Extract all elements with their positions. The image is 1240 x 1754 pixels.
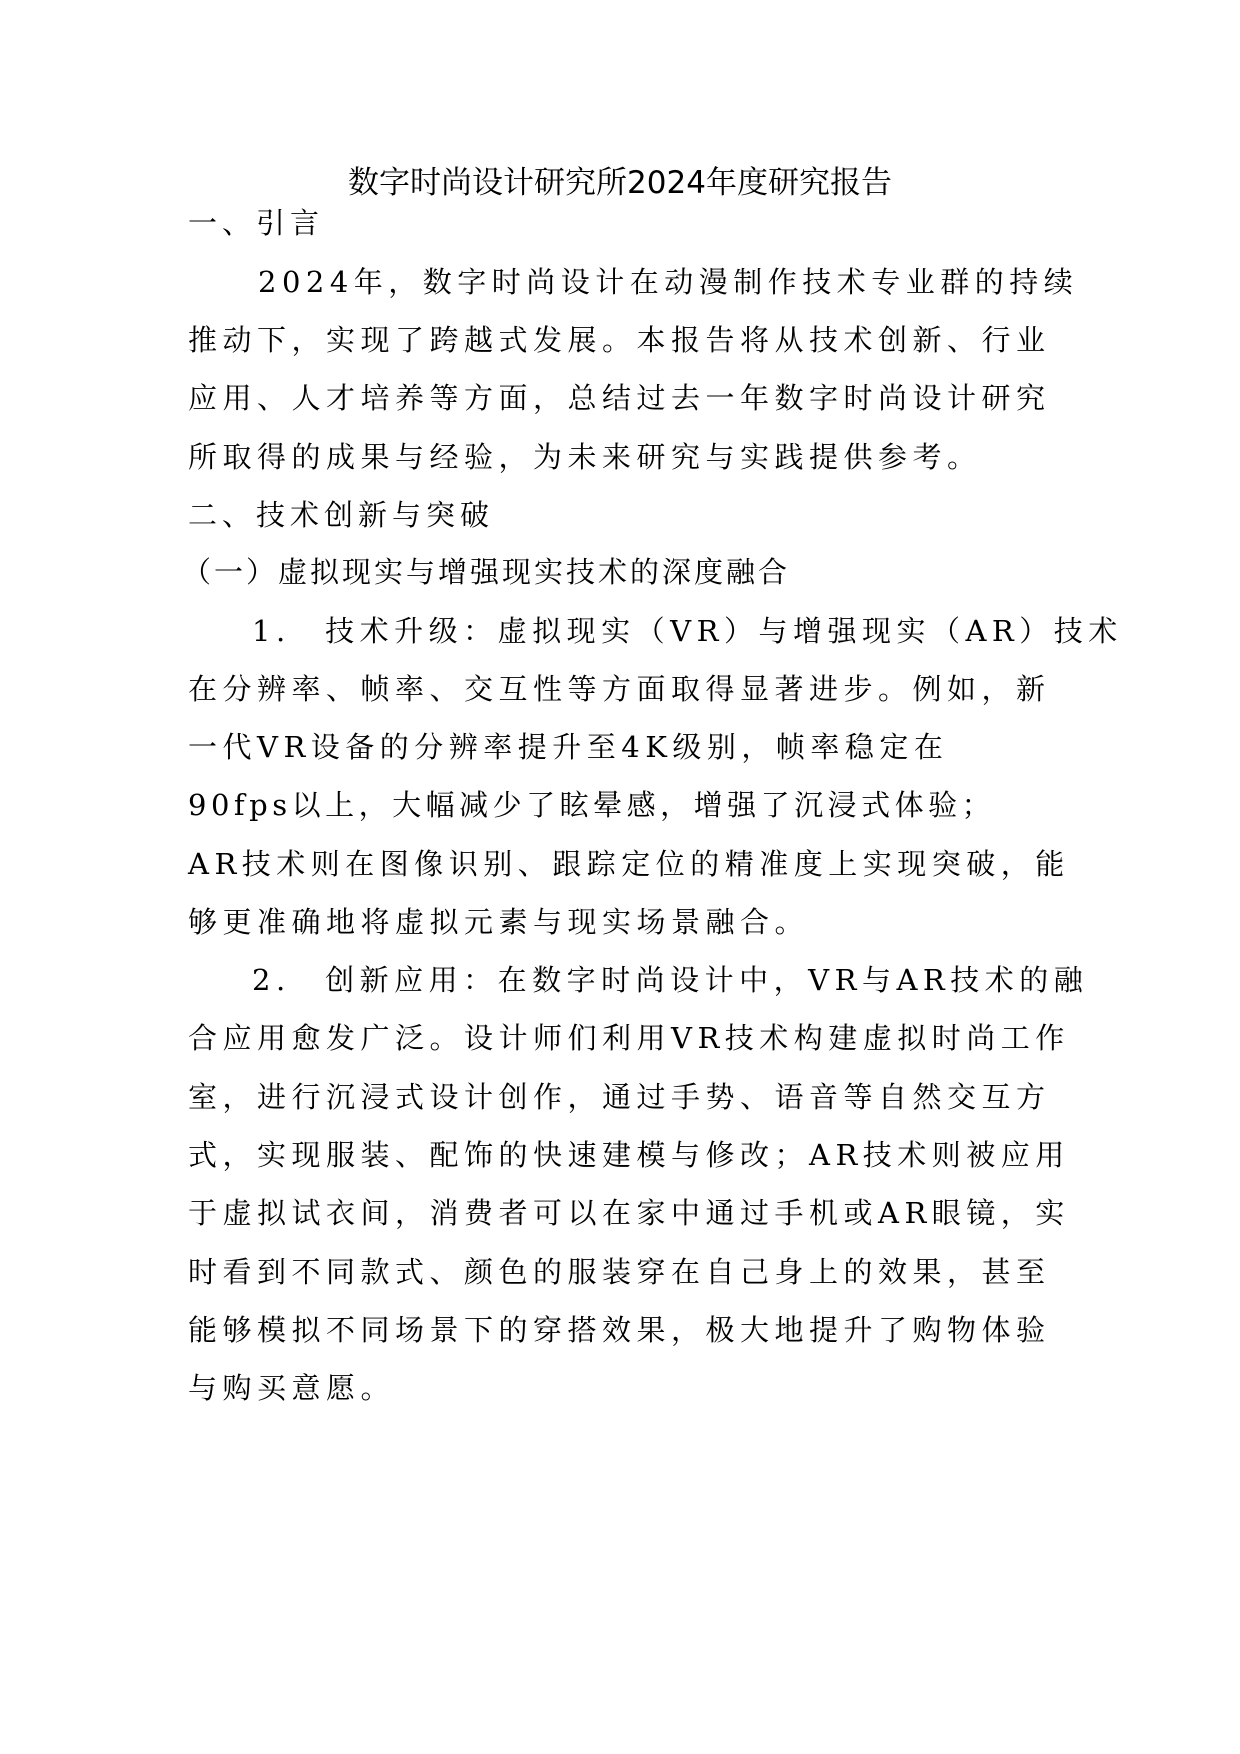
paragraph-line: 与购买意愿。 <box>188 1371 396 1405</box>
paragraph-line: 于虚拟试衣间，消费者可以在家中通过手机或AR眼镜，实 <box>188 1196 1070 1230</box>
section-heading-introduction: 一、引言 <box>188 206 325 240</box>
paragraph-line: 合应用愈发广泛。设计师们利用VR技术构建虚拟时尚工作 <box>188 1021 1070 1055</box>
paragraph-line: 1. 技术升级：虚拟现实（VR）与增强现实（AR）技术 <box>252 614 1123 648</box>
document-title: 数字时尚设计研究所2024年度研究报告 <box>348 165 892 201</box>
paragraph-line: 应用、人才培养等方面，总结过去一年数字时尚设计研究 <box>188 381 1051 415</box>
paragraph-line: 2. 创新应用：在数字时尚设计中，VR与AR技术的融 <box>252 963 1089 997</box>
paragraph-line: 一代VR设备的分辨率提升至4K级别，帧率稳定在 <box>188 730 949 764</box>
paragraph-line: 推动下，实现了跨越式发展。本报告将从技术创新、行业 <box>188 323 1051 357</box>
paragraph-line: 在分辨率、帧率、交互性等方面取得显著进步。例如，新 <box>188 672 1051 706</box>
paragraph-line: 90fps以上，大幅减少了眩晕感，增强了沉浸式体验； <box>188 788 996 822</box>
paragraph-line: 室，进行沉浸式设计创作，通过手势、语音等自然交互方 <box>188 1080 1051 1114</box>
paragraph-line: 时看到不同款式、颜色的服装穿在自己身上的效果，甚至 <box>188 1255 1051 1289</box>
subsection-heading: （一）虚拟现实与增强现实技术的深度融合 <box>182 555 791 589</box>
paragraph-line: 够更准确地将虚拟元素与现实场景融合。 <box>188 905 810 939</box>
paragraph-line: 式，实现服装、配饰的快速建模与修改；AR技术则被应用 <box>188 1138 1070 1172</box>
section-heading-technology: 二、技术创新与突破 <box>188 498 495 532</box>
paragraph-line: 所取得的成果与经验，为未来研究与实践提供参考。 <box>188 440 982 474</box>
paragraph-line: 能够模拟不同场景下的穿搭效果，极大地提升了购物体验 <box>188 1313 1051 1347</box>
paragraph-line: AR技术则在图像识别、跟踪定位的精准度上实现突破，能 <box>188 847 1070 881</box>
paragraph-line: 2024年，数字时尚设计在动漫制作技术专业群的持续 <box>258 265 1079 299</box>
